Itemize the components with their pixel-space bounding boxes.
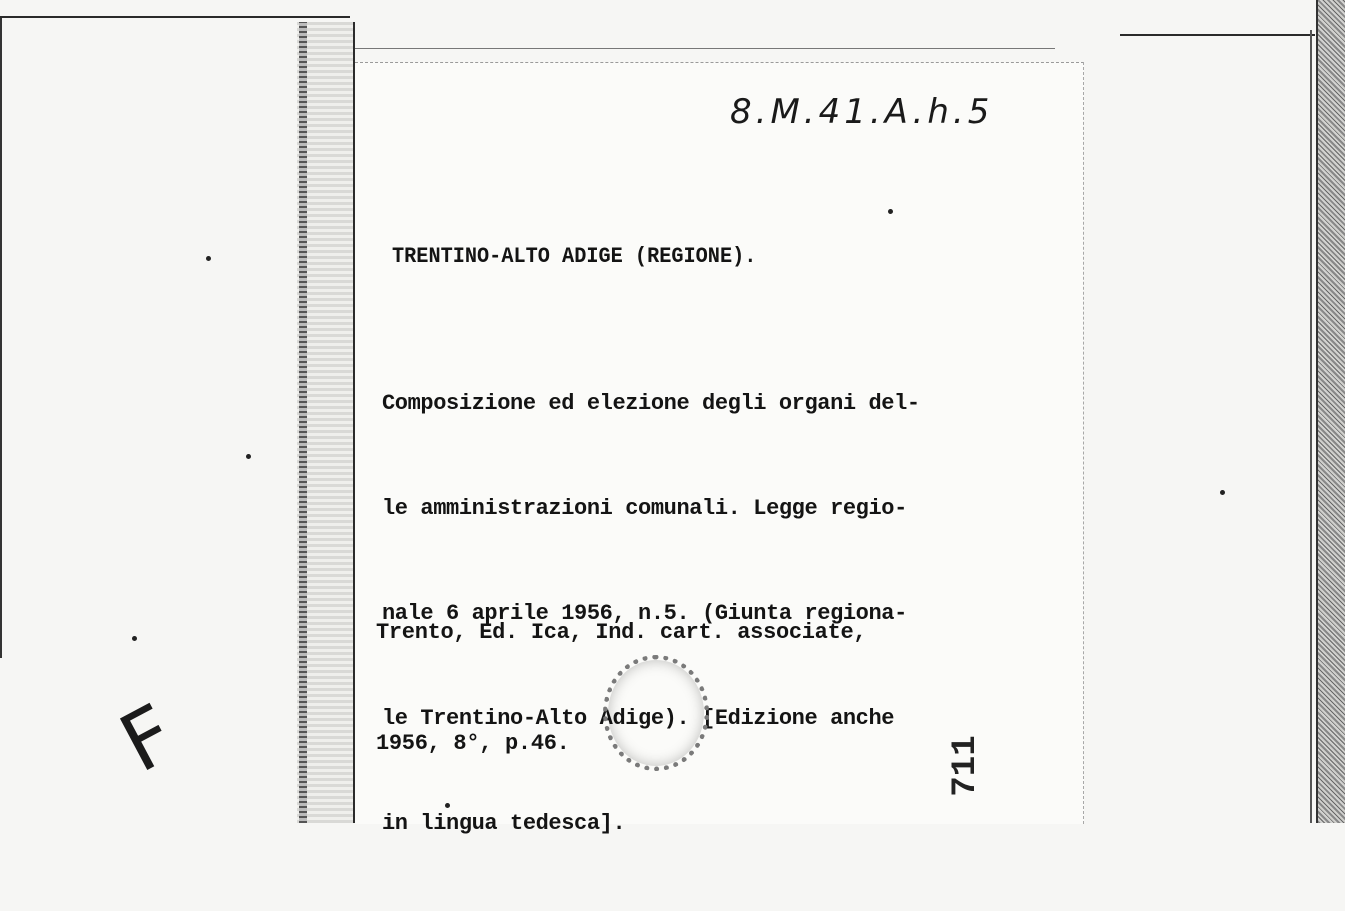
imprint-line: 1956, 8°, p.46. (376, 731, 570, 756)
description-line: in lingua tedesca]. (382, 811, 626, 836)
description-line: nale 6 aprile 1956, n.5. (Giunta regiona- (382, 601, 907, 626)
description-line: Composizione ed elezione degli organi del- (382, 391, 920, 416)
scan-speck (206, 256, 211, 261)
card-stack-edge (297, 22, 355, 823)
scan-speck (132, 636, 137, 641)
card-heading: TRENTINO-ALTO ADIGE (REGIONE). (392, 244, 757, 269)
drawer-top-edge-right (1120, 34, 1315, 36)
drawer-side-texture (1316, 0, 1345, 823)
description-line: le Trentino-Alto Adige). [Edizione anche (382, 706, 895, 731)
scan-speck (1220, 490, 1225, 495)
card-punch-hole (603, 655, 709, 771)
description-line: le amministrazioni comunali. Legge regio- (382, 496, 907, 521)
adjacent-card-left (0, 18, 302, 658)
handwritten-shelfmark: 8.M.41.A.h.5 (730, 92, 994, 132)
scan-speck (445, 803, 450, 808)
card-number: 711 (947, 735, 985, 797)
right-card-edge (1310, 30, 1312, 823)
card-top-edge (355, 48, 1055, 49)
imprint-line: Trento, Ed. Ica, Ind. cart. associate, (376, 620, 867, 645)
scan-speck (888, 209, 893, 214)
drawer-tab-letter: F (105, 686, 190, 791)
scan-speck (246, 454, 251, 459)
